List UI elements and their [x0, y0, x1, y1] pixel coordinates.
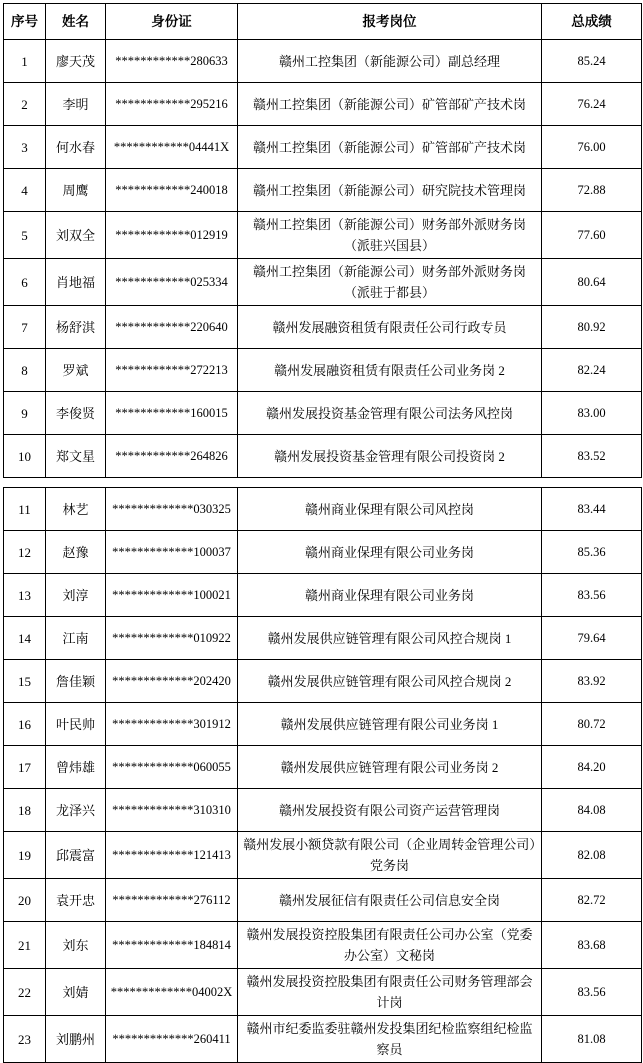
cell-id: ************280633 — [106, 40, 238, 83]
cell-position: 赣州发展融资租赁有限责任公司行政专员 — [238, 306, 542, 349]
cell-position: 赣州发展供应链管理有限公司风控合规岗 1 — [238, 617, 542, 660]
cell-name: 廖天茂 — [46, 40, 106, 83]
cell-no: 3 — [4, 126, 46, 169]
cell-id: *************184814 — [106, 922, 238, 969]
table-row — [4, 259, 642, 306]
cell-no: 8 — [4, 349, 46, 392]
cell-position: 赣州发展供应链管理有限公司业务岗 1 — [238, 703, 542, 746]
results-table-lower — [3, 487, 642, 1063]
cell-name: 郑文星 — [46, 435, 106, 478]
table-row — [4, 83, 642, 126]
cell-no: 5 — [4, 212, 46, 259]
cell-id: *************276112 — [106, 879, 238, 922]
cell-score: 84.08 — [542, 789, 642, 832]
cell-score: 85.24 — [542, 40, 642, 83]
table-row — [4, 435, 642, 478]
lower-table-body — [4, 488, 642, 1063]
cell-name: 刘东 — [46, 922, 106, 969]
cell-name: 李俊贤 — [46, 392, 106, 435]
cell-position: 赣州工控集团（新能源公司）财务部外派财务岗（派驻兴国县） — [238, 212, 542, 259]
cell-no: 14 — [4, 617, 46, 660]
table-row — [4, 40, 642, 83]
cell-score: 76.00 — [542, 126, 642, 169]
cell-score: 83.68 — [542, 922, 642, 969]
cell-no: 22 — [4, 969, 46, 1016]
cell-score: 83.52 — [542, 435, 642, 478]
header-row — [4, 4, 642, 40]
cell-name: 赵豫 — [46, 531, 106, 574]
cell-position: 赣州发展供应链管理有限公司风控合规岗 2 — [238, 660, 542, 703]
table-row — [4, 531, 642, 574]
cell-no: 12 — [4, 531, 46, 574]
cell-name: 杨舒淇 — [46, 306, 106, 349]
cell-id: *************04002X — [106, 969, 238, 1016]
table-row — [4, 349, 642, 392]
table-row — [4, 617, 642, 660]
cell-no: 6 — [4, 259, 46, 306]
cell-no: 9 — [4, 392, 46, 435]
cell-no: 23 — [4, 1016, 46, 1063]
table-row — [4, 969, 642, 1016]
cell-name: 刘淳 — [46, 574, 106, 617]
cell-position: 赣州发展融资租赁有限责任公司业务岗 2 — [238, 349, 542, 392]
cell-score: 82.72 — [542, 879, 642, 922]
cell-score: 80.92 — [542, 306, 642, 349]
cell-no: 19 — [4, 832, 46, 879]
upper-table-body — [4, 40, 642, 478]
header-score: 总成绩 — [542, 4, 642, 40]
cell-score: 83.44 — [542, 488, 642, 531]
cell-position: 赣州发展投资基金管理有限公司投资岗 2 — [238, 435, 542, 478]
cell-score: 79.64 — [542, 617, 642, 660]
cell-id: *************100021 — [106, 574, 238, 617]
cell-name: 何水春 — [46, 126, 106, 169]
cell-score: 80.72 — [542, 703, 642, 746]
cell-no: 21 — [4, 922, 46, 969]
cell-no: 1 — [4, 40, 46, 83]
cell-no: 2 — [4, 83, 46, 126]
cell-id: *************310310 — [106, 789, 238, 832]
table-row — [4, 660, 642, 703]
cell-id: *************100037 — [106, 531, 238, 574]
cell-no: 13 — [4, 574, 46, 617]
cell-score: 83.56 — [542, 574, 642, 617]
table-row — [4, 922, 642, 969]
cell-id: ************04441X — [106, 126, 238, 169]
cell-score: 82.24 — [542, 349, 642, 392]
cell-no: 18 — [4, 789, 46, 832]
table-row — [4, 789, 642, 832]
cell-position: 赣州商业保理有限公司风控岗 — [238, 488, 542, 531]
cell-id: ************012919 — [106, 212, 238, 259]
cell-id: *************030325 — [106, 488, 238, 531]
table-row — [4, 169, 642, 212]
cell-position: 赣州发展投资基金管理有限公司法务风控岗 — [238, 392, 542, 435]
cell-name: 叶民帅 — [46, 703, 106, 746]
cell-id: *************301912 — [106, 703, 238, 746]
cell-name: 刘鹏州 — [46, 1016, 106, 1063]
table-section-gap — [3, 478, 641, 487]
cell-id: ************220640 — [106, 306, 238, 349]
cell-score: 80.64 — [542, 259, 642, 306]
header-name: 姓名 — [46, 4, 106, 40]
cell-name: 肖地福 — [46, 259, 106, 306]
table-row — [4, 488, 642, 531]
cell-score: 83.92 — [542, 660, 642, 703]
cell-score: 81.08 — [542, 1016, 642, 1063]
cell-id: ************272213 — [106, 349, 238, 392]
cell-id: ************264826 — [106, 435, 238, 478]
cell-name: 刘双全 — [46, 212, 106, 259]
cell-position: 赣州工控集团（新能源公司）研究院技术管理岗 — [238, 169, 542, 212]
cell-no: 7 — [4, 306, 46, 349]
cell-position: 赣州发展征信有限责任公司信息安全岗 — [238, 879, 542, 922]
cell-position: 赣州发展投资有限公司资产运营管理岗 — [238, 789, 542, 832]
table-row — [4, 212, 642, 259]
cell-name: 周鹰 — [46, 169, 106, 212]
cell-position: 赣州工控集团（新能源公司）矿管部矿产技术岗 — [238, 126, 542, 169]
cell-id: *************260411 — [106, 1016, 238, 1063]
cell-id: *************010922 — [106, 617, 238, 660]
cell-score: 83.56 — [542, 969, 642, 1016]
table-row — [4, 746, 642, 789]
cell-name: 邱震富 — [46, 832, 106, 879]
cell-name: 詹佳颖 — [46, 660, 106, 703]
cell-position: 赣州工控集团（新能源公司）财务部外派财务岗（派驻于都县） — [238, 259, 542, 306]
table-row — [4, 703, 642, 746]
cell-score: 83.00 — [542, 392, 642, 435]
cell-score: 77.60 — [542, 212, 642, 259]
table-row — [4, 879, 642, 922]
cell-name: 罗斌 — [46, 349, 106, 392]
cell-position: 赣州工控集团（新能源公司）矿管部矿产技术岗 — [238, 83, 542, 126]
table-row — [4, 832, 642, 879]
cell-no: 10 — [4, 435, 46, 478]
cell-position: 赣州商业保理有限公司业务岗 — [238, 574, 542, 617]
cell-id: *************060055 — [106, 746, 238, 789]
cell-score: 72.88 — [542, 169, 642, 212]
cell-position: 赣州发展投资控股集团有限责任公司办公室（党委办公室）文秘岗 — [238, 922, 542, 969]
cell-name: 江南 — [46, 617, 106, 660]
table-row — [4, 1016, 642, 1063]
cell-no: 11 — [4, 488, 46, 531]
cell-score: 85.36 — [542, 531, 642, 574]
cell-name: 李明 — [46, 83, 106, 126]
cell-no: 15 — [4, 660, 46, 703]
cell-name: 龙泽兴 — [46, 789, 106, 832]
cell-id: *************121413 — [106, 832, 238, 879]
cell-position: 赣州发展供应链管理有限公司业务岗 2 — [238, 746, 542, 789]
cell-id: ************240018 — [106, 169, 238, 212]
header-id: 身份证 — [106, 4, 238, 40]
cell-id: ************295216 — [106, 83, 238, 126]
table-row — [4, 392, 642, 435]
cell-no: 17 — [4, 746, 46, 789]
cell-id: ************025334 — [106, 259, 238, 306]
cell-name: 曾炜雄 — [46, 746, 106, 789]
cell-name: 刘婧 — [46, 969, 106, 1016]
table-row — [4, 126, 642, 169]
cell-no: 16 — [4, 703, 46, 746]
cell-id: *************202420 — [106, 660, 238, 703]
cell-score: 76.24 — [542, 83, 642, 126]
header-position: 报考岗位 — [238, 4, 542, 40]
header-no: 序号 — [4, 4, 46, 40]
cell-no: 20 — [4, 879, 46, 922]
table-row — [4, 306, 642, 349]
results-table-upper — [3, 3, 642, 478]
cell-position: 赣州市纪委监委驻赣州发投集团纪检监察组纪检监察员 — [238, 1016, 542, 1063]
cell-score: 84.20 — [542, 746, 642, 789]
cell-score: 82.08 — [542, 832, 642, 879]
cell-id: ************160015 — [106, 392, 238, 435]
cell-position: 赣州商业保理有限公司业务岗 — [238, 531, 542, 574]
cell-position: 赣州发展小额贷款有限公司（企业周转金管理公司）党务岗 — [238, 832, 542, 879]
cell-name: 林艺 — [46, 488, 106, 531]
cell-position: 赣州工控集团（新能源公司）副总经理 — [238, 40, 542, 83]
cell-position: 赣州发展投资控股集团有限责任公司财务管理部会计岗 — [238, 969, 542, 1016]
table-row — [4, 574, 642, 617]
cell-no: 4 — [4, 169, 46, 212]
cell-name: 袁开忠 — [46, 879, 106, 922]
